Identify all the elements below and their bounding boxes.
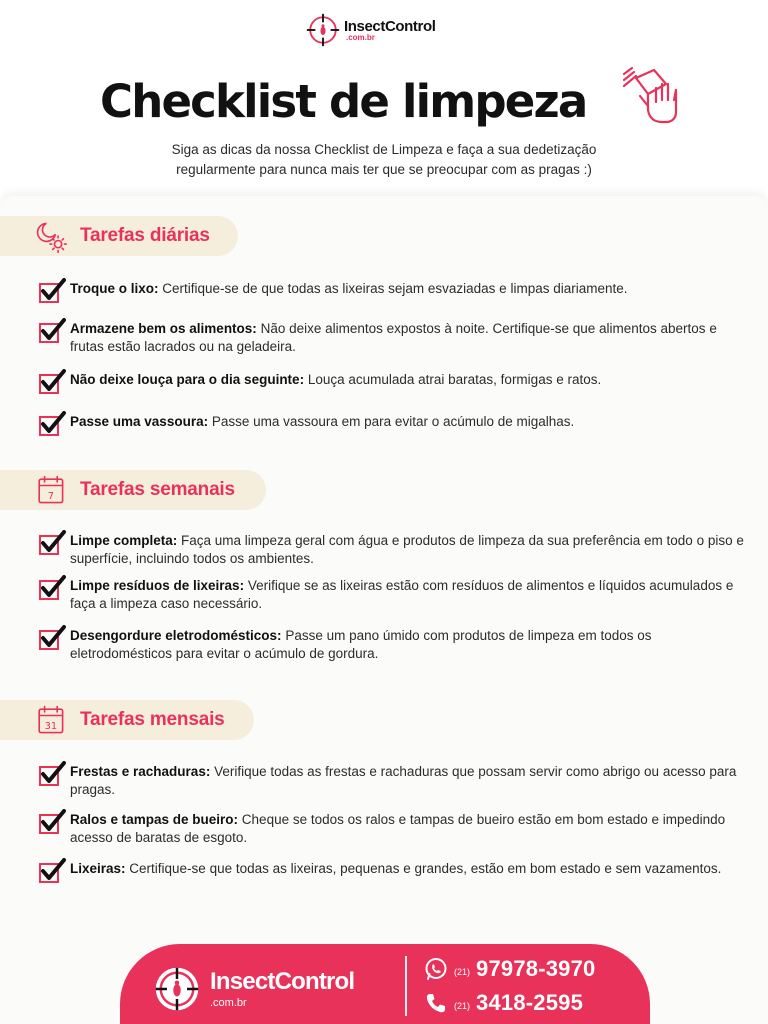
phone-number: 3418-2595 (476, 990, 584, 1015)
phone-contact[interactable] (424, 990, 583, 1016)
whatsapp-icon (424, 957, 448, 981)
item-title: Troque o lixo: (70, 281, 159, 296)
sun-moon-icon (32, 218, 68, 254)
checkbox-checked-icon (38, 858, 66, 884)
calendar-31-icon (32, 702, 68, 738)
svg-text:7: 7 (47, 491, 55, 502)
list-item (38, 763, 748, 799)
item-description: Não deixe alimentos expostos à noite. Certifique-se que alimentos abertos e frutas estão lacrados ou na geladeira. (70, 321, 717, 354)
checkbox-checked-icon (38, 575, 66, 601)
footer-banner (120, 944, 650, 1024)
item-title: Armazene bem os alimentos: (70, 321, 257, 336)
checkbox-checked-icon (38, 278, 66, 304)
item-description: Faça uma limpeza geral com água e produtos de limpeza da sua preferência em todo o piso e superfície, incluindo todos os ambientes. (70, 533, 744, 566)
whatsapp-area-code: (21) (454, 967, 471, 977)
list-item (38, 532, 748, 568)
page-title: Checklist de limpeza (100, 74, 587, 128)
item-title: Desengordure eletrodomésticos: (70, 628, 282, 643)
item-description: Certifique-se de que todas as lixeiras sejam esvaziadas e limpas diariamente. (158, 281, 628, 296)
checkbox-checked-icon (38, 530, 66, 556)
item-title: Não deixe louça para o dia seguinte: (70, 372, 305, 387)
svg-text:31: 31 (44, 721, 58, 732)
list-item (38, 371, 748, 389)
checkbox-checked-icon (38, 625, 66, 651)
phone-area-code: (21) (454, 1001, 471, 1011)
list-item (38, 811, 748, 847)
checkbox-checked-icon (38, 761, 66, 787)
title-row (100, 66, 700, 136)
item-title: Limpe completa: (70, 533, 178, 548)
brand-name: InsectControl (344, 17, 436, 35)
phone-icon (424, 991, 448, 1015)
footer-divider (405, 956, 407, 1016)
subtitle (80, 140, 688, 180)
item-title: Passe uma vassoura: (70, 414, 209, 429)
footer-logo (152, 964, 354, 1014)
whatsapp-contact[interactable] (424, 956, 595, 982)
section-daily-title: Tarefas diárias (80, 225, 210, 246)
checkbox-checked-icon (38, 318, 66, 344)
list-item (38, 280, 748, 298)
list-item (38, 627, 748, 663)
item-description: Certifique-se que todas as lixeiras, pequenas e grandes, estão em bom estado e sem vazamentos. (125, 861, 722, 876)
list-item (38, 320, 748, 356)
section-weekly-header (0, 470, 266, 510)
checkbox-checked-icon (38, 809, 66, 835)
item-description: Passe uma vassoura em para evitar o acúmulo de migalhas. (208, 414, 575, 429)
section-daily-header (0, 216, 238, 256)
item-description: Verifique se as lixeiras estão com resíduos de alimentos e líquidos acumulados e faça a limpeza caso necessário. (70, 578, 734, 611)
item-title: Frestas e rachaduras: (70, 764, 211, 779)
list-item (38, 577, 748, 613)
list-item (38, 860, 748, 878)
crosshair-bug-icon (152, 964, 202, 1014)
item-title: Lixeiras: (70, 861, 126, 876)
item-title: Ralos e tampas de bueiro: (70, 812, 239, 827)
section-monthly-header (0, 700, 254, 740)
checkbox-checked-icon (38, 411, 66, 437)
item-title: Limpe resíduos de lixeiras: (70, 578, 245, 593)
item-description: Verifique todas as frestas e rachaduras que possam servir como abrigo ou acesso para pragas. (70, 764, 737, 797)
section-monthly-title: Tarefas mensais (80, 709, 225, 730)
list-item (38, 413, 748, 431)
subtitle-line-2: regularmente para nunca mais ter que se preocupar com as pragas :) (176, 162, 592, 177)
section-weekly-title: Tarefas semanais (80, 479, 235, 500)
item-description: Cheque se todos os ralos e tampas de bueiro estão em bom estado e impedindo acesso de baratas de esgoto. (70, 812, 726, 845)
footer-brand: InsectControl (210, 967, 355, 995)
top-logo (306, 12, 435, 48)
cleaning-hand-icon (618, 66, 684, 128)
brand-domain: .com.br (346, 32, 375, 42)
item-description: Passe um pano úmido com produtos de limpeza em todos os eletrodomésticos para evitar o acúmulo de gordura. (70, 628, 652, 661)
subtitle-line-1: Siga as dicas da nossa Checklist de Limpeza e faça a sua dedetização (171, 142, 597, 157)
checkbox-checked-icon (38, 369, 66, 395)
whatsapp-number: 97978-3970 (476, 956, 596, 981)
crosshair-bug-icon (306, 13, 340, 47)
footer-domain: .com.br (210, 996, 247, 1009)
calendar-7-icon (32, 472, 68, 508)
item-description: Louça acumulada atrai baratas, formigas e ratos. (304, 372, 602, 387)
